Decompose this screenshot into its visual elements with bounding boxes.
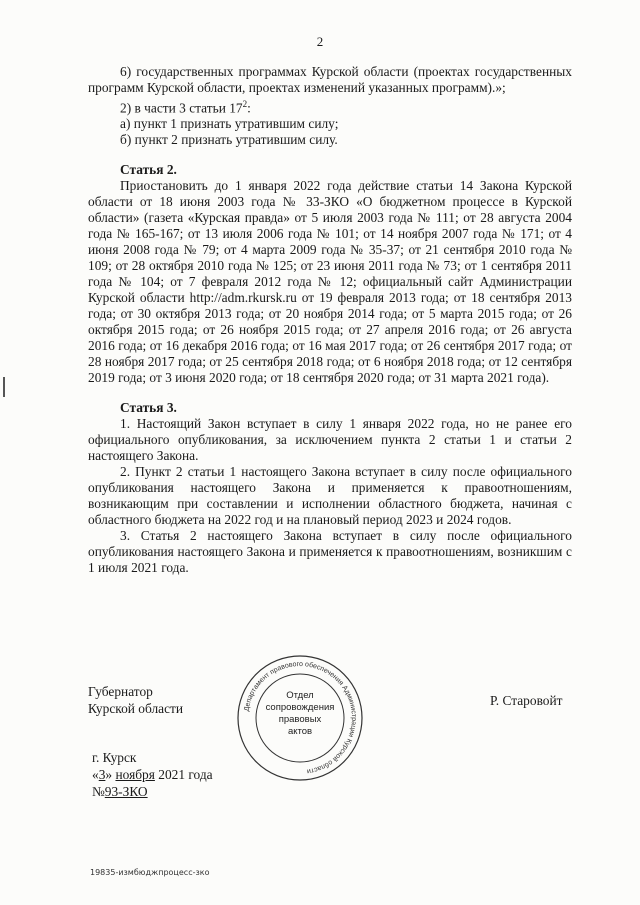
stamp-ring-text: Департамент правового обеспечения Администрации Курской области [243,660,358,775]
intro-item-2: 2) в части 3 статьи $17^2$: [120,99,251,116]
article-2-heading: Статья 2. [120,162,177,178]
intro-sub-a: а) пункт 1 признать утратившим силу; [120,116,339,132]
intro-item-6: 6) государственных программах Курской области (проектах государственных программ Курской области, проектах изменений указанных программ).»; [88,64,572,95]
law-number: №93-ЗКО [92,784,148,799]
governor-title: Губернатор Курской области [88,684,184,716]
intro-sub-b: б) пункт 2 признать утратившим силу. [120,132,338,148]
scan-margin-mark [3,377,5,397]
article-3-paragraph-2: 2. Пункт 2 статьи 1 настоящего Закона вступает в силу после официального опубликования настоящего Закона и применяется к правоотношениям, возникающим при составлении и исполнении областного бюджета, начиная с областного бюджета на 2022 год и на плановый период 2023 и 2024 годов. [88,464,572,528]
footer-code: 19835-измбюджпроцесс-зко [90,868,210,877]
signing-date: «3» ноября 2021 года [92,767,213,782]
governor-name: Р. Старовойт [490,693,563,708]
article-3-paragraph-1: 1. Настоящий Закон вступает в силу 1 января 2022 года, но не ранее его официального опубликования, за исключением пункта 2 статьи 1 и статьи 2 настоящего Закона. [88,416,572,464]
document-body [88,64,572,576]
article-3-heading: Статья 3. [120,400,177,416]
article-3-paragraph-3: 3. Статья 2 настоящего Закона вступает в силу после официального опубликования настоящего Закона и применяется к правоотношениям, возникшим с 1 июля 2021 года. [88,528,572,576]
stamp-center-text: Отдел сопровождения правовых актов [265,690,335,737]
page-number: 2 [316,34,324,49]
city: г. Курск [92,750,137,765]
article-2-text: Приостановить до 1 января 2022 года действие статьи 14 Закона Курской области от 18 июня 2003 года № 33-ЗКО «О бюджетном процессе в Курской области» (газета «Курская правда» от 5 июля 2003 года № 111; от 28 августа 2004 года № 165-167; от 13 июля 2006 года № 101; от 14 ноября 2007 года № 171; от 4 июня 2008 года № 79; от 4 марта 2009 года № 35-37; от 21 сентября 2010 года № 109; от 28 октября 2010 года № 125; от 23 июня 2011 года № 73; от 1 сентября 2011 года № 104; от 7 февраля 2012 года № 12; официальный сайт Администрации Курской области http://adm.rkursk.ru от 19 февраля 2013 года; от 18 сентября 2013 года; от 30 октября 2013 года; от 20 ноября 2014 года; от 5 марта 2015 года; от 26 октября 2015 года; от 26 ноября 2015 года; от 27 апреля 2016 года; от 26 августа 2016 года; от 16 декабря 2016 года; от 16 мая 2017 года; от 26 сентября 2017 года; от 28 ноября 2017 года; от 25 сентября 2018 года; от 6 ноября 2018 года; от 12 сентября 2019 года; от 3 июня 2020 года; от 18 сентября 2020 года; от 31 марта 2021 года). [88,178,572,386]
